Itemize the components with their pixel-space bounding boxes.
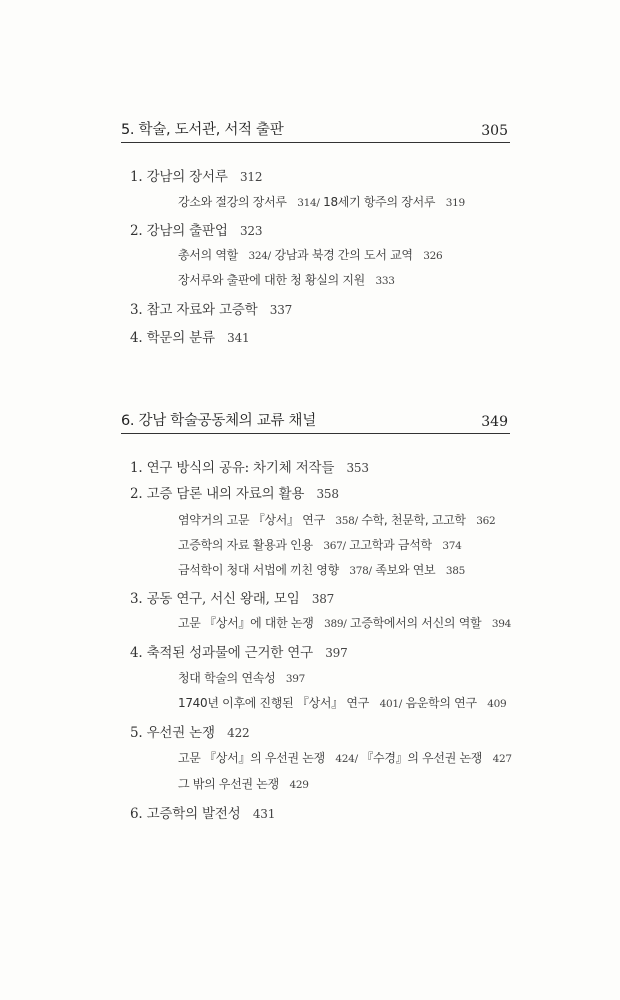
sub-label: 고증학에서의 서신의 역할 [350,616,482,630]
chapter-title: 5. 학술, 도서관, 서적 출판 [121,122,284,138]
sub-page: 389/ [324,618,347,630]
toc-subsection-line [178,271,395,288]
sub-page: 409 [487,698,507,710]
chapter-heading [121,120,510,143]
section-page: 341 [227,331,250,345]
chapter-page: 349 [481,414,508,430]
sub-label: 수학, 천문학, 고고학 [361,513,466,527]
sub-label: 18세기 항주의 장서루 [323,195,436,209]
toc-subsection-line [178,246,442,263]
section-page: 431 [252,807,276,821]
toc-section [130,326,249,346]
sub-label: 청대 학술의 연속성 [178,671,276,685]
sub-page: 362 [476,515,496,527]
section-page: 312 [240,170,263,184]
section-label: 2. 고증 담론 내의 자료의 활용 [130,486,305,502]
sub-page: 397 [285,673,306,685]
sub-label: 강남과 북경 간의 도서 교역 [274,248,413,262]
toc-section [130,641,348,661]
section-page: 358 [316,487,339,501]
sub-label: 1740년 이후에 진행된 『상서』 연구 [178,696,370,710]
section-page: 387 [311,592,335,606]
sub-label: 족보와 연보 [375,563,436,577]
toc-section [130,298,292,318]
toc-subsection-line [178,775,309,792]
sub-page: 401/ [379,698,402,710]
section-label: 3. 참고 자료와 고증학 [130,302,258,318]
sub-label: 고증학의 자료 활용과 인용 [178,538,313,552]
sub-label: 『수경』의 우선권 논쟁 [361,751,483,765]
section-label: 4. 축적된 성과물에 근거한 연구 [130,645,313,661]
sub-page: 424/ [335,753,358,765]
toc-section [130,482,339,502]
sub-label: 총서의 역할 [178,248,238,262]
sub-page: 367/ [323,540,346,552]
toc-section [130,219,262,239]
section-label: 4. 학문의 분류 [130,330,215,346]
chapter-page: 305 [481,123,508,139]
sub-page: 358/ [335,515,358,527]
toc-section [130,587,334,607]
toc-subsection-line [178,536,461,553]
section-page: 323 [240,224,263,238]
toc-subsection-line [178,511,495,528]
section-label: 3. 공동 연구, 서신 왕래, 모임 [130,591,300,607]
section-page: 353 [346,461,369,475]
sub-label: 고문 『상서』에 대한 논쟁 [178,616,314,630]
sub-label: 염약거의 고문 『상서』 연구 [178,513,325,527]
section-label: 1. 강남의 장서루 [130,169,228,185]
section-page: 422 [227,726,250,740]
toc-section [130,456,369,476]
sub-page: 385 [445,565,465,577]
toc-section [130,721,249,741]
sub-label: 고문 『상서』의 우선권 논쟁 [178,751,325,765]
toc-section [130,165,262,185]
sub-page: 324/ [248,250,271,262]
sub-label: 고고학과 금석학 [349,538,432,552]
sub-page: 427 [492,753,512,765]
section-label: 1. 연구 방식의 공유: 차기체 저작들 [130,460,335,476]
sub-label: 음운학의 연구 [405,696,477,710]
sub-page: 429 [289,779,309,791]
sub-page: 326 [423,250,443,262]
sub-page: 378/ [349,565,372,577]
sub-page: 374 [442,540,462,552]
toc-subsection-line [178,561,465,578]
sub-page: 333 [375,275,395,287]
sub-page: 394 [491,618,511,630]
section-label: 5. 우선권 논쟁 [130,725,215,741]
toc-subsection-line [178,669,305,686]
sub-page: 314/ [297,197,320,209]
section-page: 397 [325,646,348,660]
sub-page: 319 [445,197,465,209]
section-label: 2. 강남의 출판업 [130,223,228,239]
sub-label: 금석학이 청대 서법에 끼친 영향 [178,563,339,577]
sub-label: 그 밖의 우선권 논쟁 [178,777,279,791]
toc-subsection-line [178,694,506,711]
sub-label: 강소와 절강의 장서루 [178,195,287,209]
section-page: 337 [269,303,293,317]
chapter-title: 6. 강남 학술공동체의 교류 채널 [121,413,316,429]
chapter-heading [121,411,510,434]
toc-section [130,802,275,822]
toc-subsection-line [178,614,511,631]
toc-subsection-line [178,749,512,766]
toc-subsection-line [178,193,465,210]
sub-label: 장서루와 출판에 대한 청 황실의 지원 [178,273,365,287]
section-label: 6. 고증학의 발전성 [130,806,241,822]
